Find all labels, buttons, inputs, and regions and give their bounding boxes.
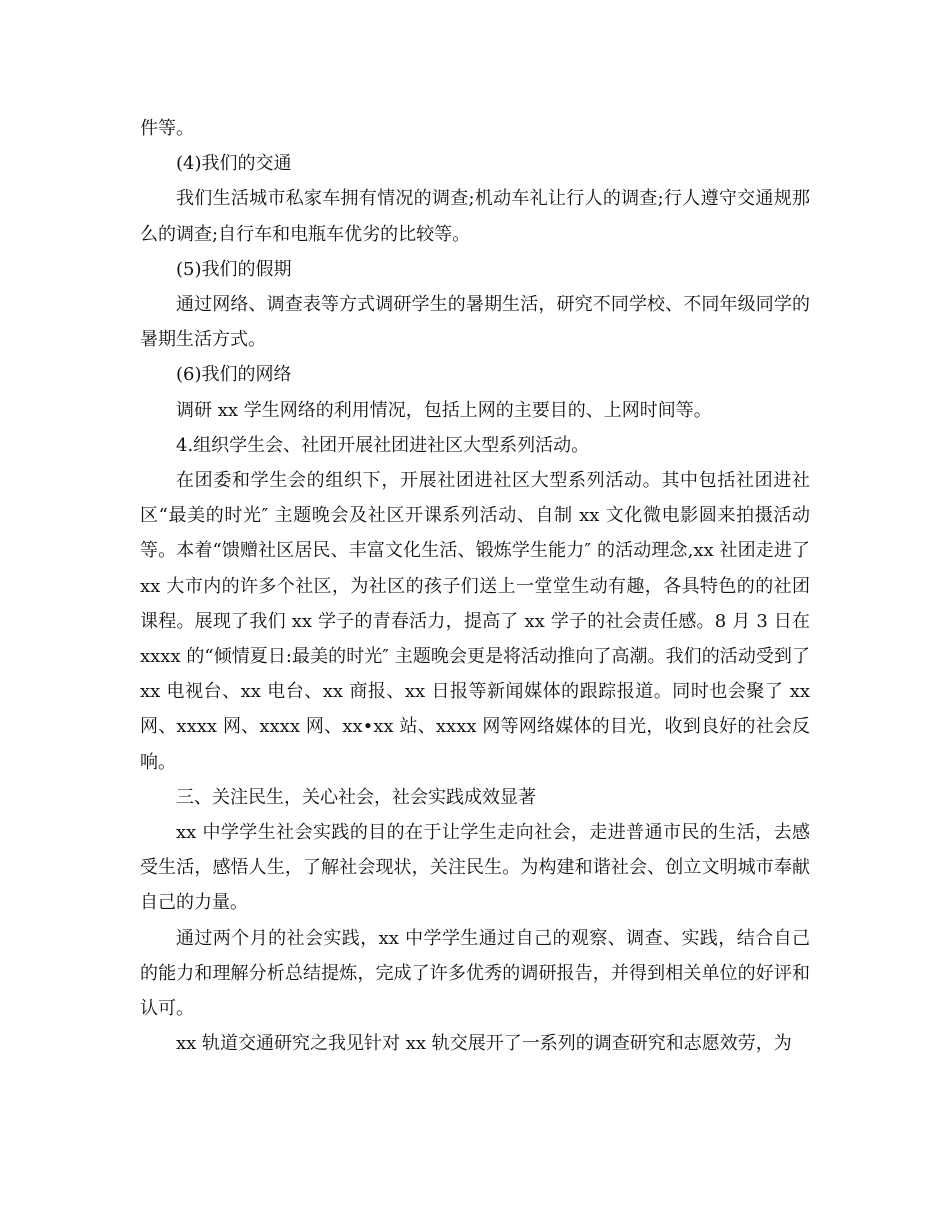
heading-network: (6)我们的网络 <box>176 364 292 386</box>
paragraph-holiday: 通过网络、调查表等方式调研学生的暑期生活，研究不同学校、不同年级同学的暑期生活方式。 <box>140 294 810 351</box>
paragraph-continuation: 件等。 <box>140 118 194 139</box>
paragraph-practice-purpose: xx 中学学生社会实践的目的在于让学生走向社会，走进普通市民的生活，去感受生活，感悟人生，了解社会现状，关注民生。为构建和谐社会、创立文明城市奉献自己的力量。 <box>140 822 810 914</box>
paragraph-rail-transit: xx 轨道交通研究之我见针对 xx 轨交展开了一系列的调查研究和志愿效劳，为 <box>176 1033 792 1055</box>
paragraph-network: 调研 xx 学生网络的利用情况，包括上网的主要目的、上网时间等。 <box>176 399 712 421</box>
heading-traffic: (4)我们的交通 <box>176 153 292 175</box>
section-heading-three: 三、关注民生，关心社会，社会实践成效显著 <box>176 786 536 808</box>
heading-community-activities: 4.组织学生会、社团开展社团进社区大型系列活动。 <box>176 434 590 456</box>
paragraph-practice-results: 通过两个月的社会实践，xx 中学学生通过自己的观察、调查、实践，结合自己的能力和理解分析总结提炼，完成了许多优秀的调研报告，并得到相关单位的好评和认可。 <box>140 927 810 1020</box>
heading-holiday: (5)我们的假期 <box>176 258 292 280</box>
document-body <box>140 111 810 1061</box>
paragraph-traffic: 我们生活城市私家车拥有情况的调查;机动车礼让行人的调查;行人遵守交通规那么的调查;自行车和电瓶车优劣的比较等。 <box>140 188 810 245</box>
paragraph-community-activities: 在团委和学生会的组织下，开展社团进社区大型系列活动。其中包括社团进社区“最美的时光″ 主题晚会及社区开课系列活动、自制 xx 文化微电影圆来拍摄活动等。本着“馈赠社区居民、丰富文化生活、锻炼学生能力″ 的活动理念,xx 社团走进了 xx 大市内的许多个社区，为社区的孩子们送上一堂堂生动有趣，各具特色的的社团课程。展现了我们 xx 学子的青春活力，提高了 xx 学子的社会责任感。8 月 3 日在 xxxx 的“倾情夏日:最美的时光″ 主题晚会更是将活动推向了高潮。我们的活动受到了 xx 电视台、xx 电台、xx 商报、xx 日报等新闻媒体的跟踪报道。同时也会聚了 xx 网、xxxx 网、xxxx 网、xx•xx 站、xxxx 网等网络媒体的目光，收到良好的社会反响。 <box>140 470 810 773</box>
